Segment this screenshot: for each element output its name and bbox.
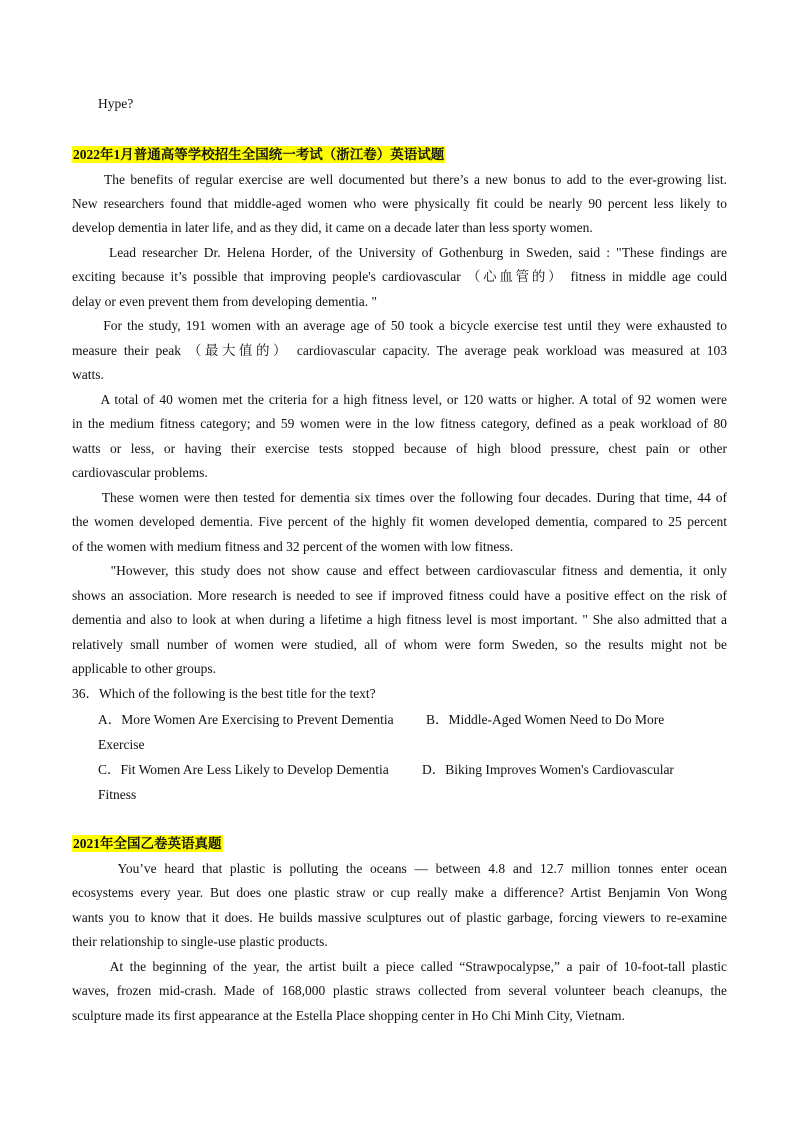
section-heading-2021: 2021年全国乙卷英语真题 — [73, 836, 222, 851]
text-line: New researchers found that middle-aged women who were physically fit could be nearly 90 percent less likely to — [72, 196, 727, 211]
text-line: shows an association. More research is needed to see if improved fitness could have a positive effect on the risk of — [72, 588, 727, 603]
text-line: their relationship to single-use plastic products. — [72, 934, 328, 949]
text-line: develop dementia in later life, and as they did, it came on a decade later than less sporty women. — [72, 220, 593, 235]
text-line: sculpture made its first appearance at the Estella Place shopping center in Ho Chi Minh City, Vietnam. — [72, 1008, 625, 1023]
text-line: measure their peak （最大值的） cardiovascular capacity. The average peak workload was measured at 103 — [72, 343, 727, 358]
option-b-continued: Exercise — [98, 737, 145, 752]
option-d: D．Biking Improves Women's Cardiovascular — [422, 762, 674, 777]
question-stem: 36．Which of the following is the best title for the text? — [72, 686, 376, 701]
option-d-continued: Fitness — [98, 787, 137, 802]
option-c: C．Fit Women Are Less Likely to Develop Dementia — [98, 762, 389, 777]
text-line: You’ve heard that plastic is polluting the oceans — between 4.8 and 12.7 million tonnes enter ocean — [72, 861, 727, 876]
option-a: A．More Women Are Exercising to Prevent Dementia — [98, 712, 394, 727]
text-line: waves, frozen mid-crash. Made of 168,000 plastic straws collected from several volunteer beach cleanups, the — [72, 983, 727, 998]
text-line: exciting because it’s possible that improving people's cardiovascular （心血管的） fitness in middle age could — [72, 269, 727, 284]
text-line: The benefits of regular exercise are well documented but there’s a new bonus to add to the ever-growing list. — [72, 172, 727, 187]
text-line: Lead researcher Dr. Helena Horder, of the University of Gothenburg in Sweden, said : "These findings are — [72, 245, 727, 260]
text-line: At the beginning of the year, the artist built a piece called “Strawpocalypse,” a pair of 10-foot-tall plastic — [72, 959, 727, 974]
option-b: B．Middle-Aged Women Need to Do More — [426, 712, 665, 727]
text-line: cardiovascular problems. — [72, 465, 208, 480]
section-heading-2022: 2022年1月普通高等学校招生全国统一考试（浙江卷）英语试题 — [73, 147, 445, 162]
text-line: For the study, 191 women with an average age of 50 took a bicycle exercise test until they were exhausted to — [72, 318, 727, 333]
text-line: of the women with medium fitness and 32 percent of the women with low fitness. — [72, 539, 514, 554]
text-line: the women developed dementia. Five percent of the highly fit women developed dementia, compared to 25 percent — [72, 514, 727, 529]
text-line: watts. — [72, 367, 104, 382]
text-line: "However, this study does not show cause and effect between cardiovascular fitness and dementia, it only — [72, 563, 727, 578]
text-line: These women were then tested for dementia six times over the following four decades. During that time, 44 of — [72, 490, 727, 505]
text-line: A total of 40 women met the criteria for a high fitness level, or 120 watts or higher. A total of 92 women were — [72, 392, 727, 407]
prev-fragment: Hype? — [98, 96, 134, 111]
text-line: relatively small number of women were studied, all of whom were form Sweden, so the results might not be — [72, 637, 727, 652]
text-line: ecosystems every year. But does one plastic straw or cup really make a difference? Artist Benjamin Von Wong — [72, 885, 727, 900]
text-line: dementia and also to look at when during a lifetime a high fitness level is most important. " She also admitted that a — [72, 612, 727, 627]
text-line: applicable to other groups. — [72, 661, 216, 676]
text-line: wants you to know that it does. He builds massive sculptures out of plastic garbage, forcing viewers to re-examine — [72, 910, 727, 925]
text-line: in the medium fitness category; and 59 women were in the low fitness category, defined as a peak workload of 80 — [72, 416, 727, 431]
text-line: delay or even prevent them from developing dementia. " — [72, 294, 378, 309]
text-line: watts or less, or having their exercise tests stopped because of high blood pressure, chest pain or other — [72, 441, 727, 456]
